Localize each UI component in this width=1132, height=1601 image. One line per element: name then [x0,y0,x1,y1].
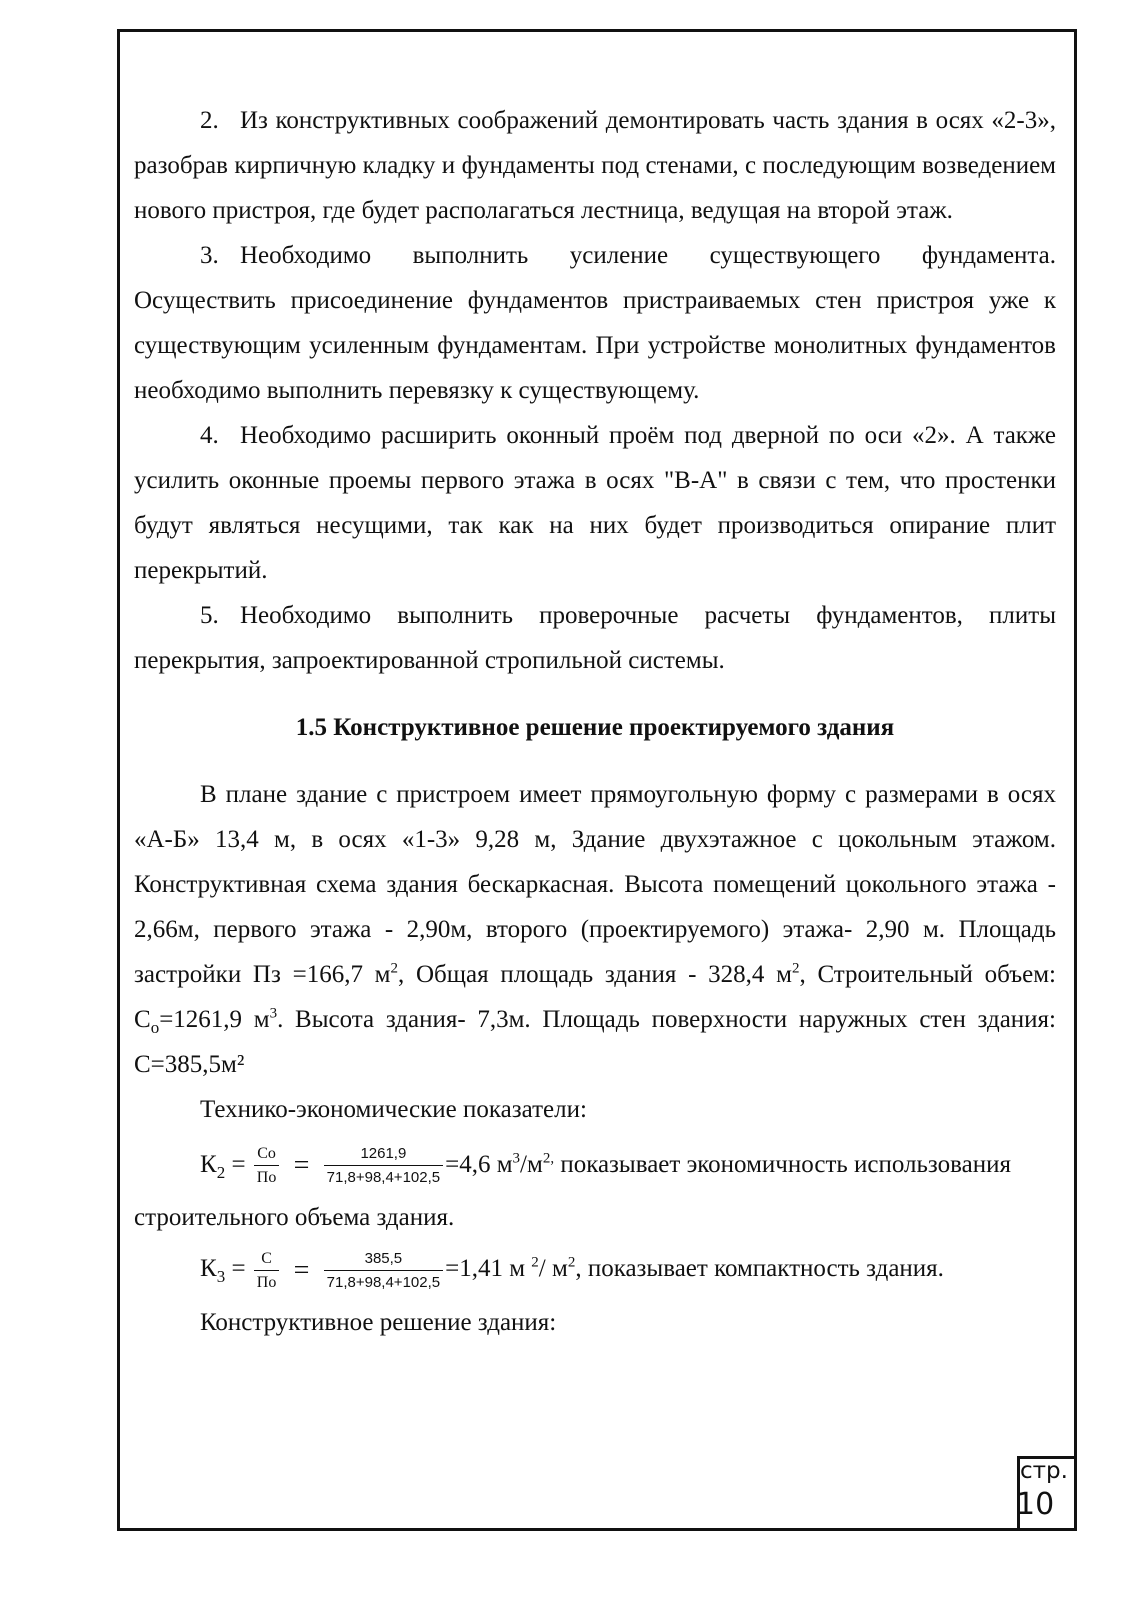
list-item-text: Необходимо выполнить усиление существующего фундамента. Осуществить присоединение фундаментов пристраиваемых стен пристроя уже к существующим усиленным фундаментам. При устройстве монолитных фундаментов необходимо выполнить перевязку к существующему. [134,242,1056,404]
list-item-text: Необходимо выполнить проверочные расчеты фундаментов, плиты перекрытия, запроектированной стропильной системы. [134,602,1056,674]
tep-heading: Технико-экономические показатели: [200,1096,587,1123]
fraction-values: $\frac{1261,9}{71,8+98,4+102,5}$ [324,1145,443,1187]
formula-k2-desc: показывает экономичность использования [554,1151,1011,1178]
main-paragraph: В плане здание с пристроем имеет прямоугольную форму с размерами в осях «А-Б» 13,4 м, в осях «1-3» 9,28 м, Здание двухэтажное с цокольным этажом. Конструктивная схема здания бескаркасная. Высота помещений цокольного этажа - 2,66м, первого этажа - 2,90м, второго (проектируемого) этажа- 2,90 м. Площадь застройки Пз =166,7 $м^2$, Общая площадь здания - 328,4 $м^2$, Строительный объем: $С_о=1261,9$ $м^3$. Высота здания- 7,3м. Площадь поверхности наружных стен здания: С=385,5м² [134,781,1056,1078]
page-label: стр. [1020,1458,1068,1484]
page-number: 10 [1016,1487,1055,1522]
fraction-co-po: $\frac{Co}{По}$ [254,1145,280,1187]
section-title: 1.5 Конструктивное решение проектируемого здания [295,714,895,741]
formula-k2: $К_2$ = $\frac{Co}{По}$ = $\frac{1261,9}{71,8+98,4+102,5}$ =4,6 $м^3/м^{2,}$ показывает экономичность использования [200,1145,1011,1187]
fraction-values: $\frac{385,5}{71,8+98,4+102,5}$ [324,1250,443,1292]
list-item-text: Из конструктивных соображений демонтировать часть здания в осях «2-3», разобрав кирпичную кладку и фундаменты под стенами, с последующим возведением нового пристроя, где будет располагаться лестница, ведущая на второй этаж. [134,107,1056,224]
closing-line: Конструктивное решение здания: [200,1308,557,1336]
formula-k2-desc-line: строительного объема здания. [134,1204,455,1232]
list-item-5: 5. Необходимо выполнить проверочные расчеты фундаментов, плиты перекрытия, запроектированной стропильной системы. [134,602,1056,674]
fraction-c-po: $\frac{С}{По}$ [254,1250,280,1292]
formula-k3-desc: , показывает компактность здания. [575,1255,944,1283]
list-item-3: 3. Необходимо выполнить усиление существующего фундамента. Осуществить присоединение фундаментов пристраиваемых стен пристроя уже к существующим усиленным фундаментам. При устройстве монолитных фундаментов необходимо выполнить перевязку к существующему. [134,242,1056,404]
formula-k3: $К_3$ = $\frac{С}{По}$ = $\frac{385,5}{71,8+98,4+102,5}$ =1,41 м $^2$/ $м^2$, показывает компактность здания. [200,1249,944,1291]
list-item-4: 4. Необходимо расширить оконный проём под дверной по оси «2». А также усилить оконные проемы первого этажа в осях "В-А" в связи с тем, что простенки будут являться несущими, так как на них будет производиться опирание плит перекрытий. [134,422,1056,584]
document-body [134,98,1056,1345]
list-item-2: 2. Из конструктивных соображений демонтировать часть здания в осях «2-3», разобрав кирпичную кладку и фундаменты под стенами, с последующим возведением нового пристроя, где будет располагаться лестница, ведущая на второй этаж. [134,107,1056,224]
list-item-text: Необходимо расширить оконный проём под дверной по оси «2». А также усилить оконные проемы первого этажа в осях "В-А" в связи с тем, что простенки будут являться несущими, так как на них будет производиться опирание плит перекрытий. [134,422,1056,584]
